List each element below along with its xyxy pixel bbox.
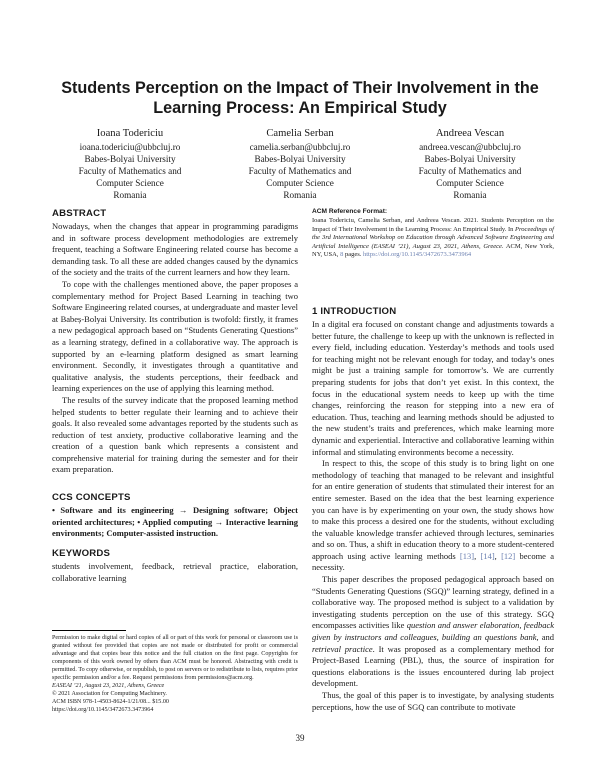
- author-faculty: Faculty of Mathematics and: [78, 165, 182, 176]
- intro-text: become a necessity.: [312, 550, 555, 573]
- permission-text: Permission to make digital or hard copies of all or part of this work for personal or classroom use is granted without fee provided that copies are not made or distributed for profit or commercial advantage and that copies bear this notice and the full citation on the first page. Copyrights for components of this work owned by others than ACM must be honored. Abstracting with credit is permitted. To copy otherwise, or republish, to post on servers or to redistribute to lists, requires prior specific permission and/or a fee. Request permissions from permissions@acm.org.: [52, 635, 298, 681]
- doi-link[interactable]: https://doi.org/10.1145/3472673.3473964: [52, 707, 154, 713]
- acm-ref-pages-link[interactable]: 8: [340, 251, 344, 259]
- abstract-paragraph: The results of the survey indicate that the proposed learning method helped students to better regulate their learning and to achieve their goals. It also revealed some advantages reported by the students such as reduction of test anxiety, productive collaborative learning and the creation of a question bank which represents a consistent and comprehensive material for training during the semester and for their exam preparation.: [52, 394, 298, 475]
- intro-paragraph: In respect to this, the scope of this study is to bring light on one methodology of teaching that managed to be relevant and insightful for an entire generation of students that stimulated their interest for an entire semester. Based on the idea that the best learning experience you can have is by experimenting on your own, the study shows how to make this process a desired one for the students, without excluding the valuable knowledge transfer achieved through lectures, seminaries and so on. Thus, a shift in education theory to a more student-centered approach using active learning methods [13], [14], [12] become a necessity.: [312, 458, 555, 573]
- permission-footnote: [52, 634, 298, 714]
- ccs-section: [52, 492, 298, 540]
- ccs-text: • Software and its engineering → Designing software; Object oriented architectures; • Applied computing → Interactive learning environments; Computer-assisted instruction.: [52, 505, 298, 539]
- intro-text: , and: [536, 632, 554, 643]
- abstract-section: [52, 208, 298, 476]
- abstract-paragraph: To cope with the challenges mentioned above, the paper proposes a complementary method for Project Based Learning in teaching two Software Engineering related courses, at undergraduate and master level at Babeș-Bolyai University. Its contribution is twofold: firstly, it frames a new pedagogical approach based on “Students Generating Questions” as a learning strategy, defined in a collaborative way. The approach is supported by an e-learning platform designed as smart learning environment. Secondly, it investigates through a quantitative and qualitative analysis, the students perceptions, their feedback and learning experiences on the use of applying this learning method.: [52, 278, 299, 394]
- acm-ref-part: Ioana Todericiu, Camelia Serban, and Andreea Vescan. 2021. Students Perception on the Impact of Their Involvement in the Learning Process: An Empirical Study. In: [312, 217, 554, 233]
- author-university: Babes-Bolyai University: [424, 153, 516, 164]
- citation-link[interactable]: [14]: [480, 550, 495, 561]
- copyright-text: © 2021 Association for Computing Machinery.: [52, 691, 167, 697]
- author-university: Babes-Bolyai University: [254, 153, 346, 164]
- introduction-section: [312, 306, 554, 713]
- author-faculty-cont: Computer Science: [96, 178, 164, 189]
- intro-italic: retrieval practice: [312, 643, 373, 654]
- author-country: Romania: [113, 190, 147, 201]
- author-name: Andreea Vescan: [435, 128, 505, 139]
- author-name: Camelia Serban: [266, 128, 334, 139]
- intro-paragraph: In a digital era focused on constant change and adjustments towards a better future, the challenge to keep up with the unknown is reflected in every field, including education. Yesterday’s methods and tools used for teaching might not be relevant enough for today, and today’s ones might be just a training sample for tomorrow’s. We are currently preparing students for jobs that don’t yet exist. In this context, the focus in the educational system needs to keep up with the time changes, reinforcing the reason for stepping into a new era of education. Thus, teaching and learning methods should be adjusted to the new student’s traits and preferences, which make learning more dynamic and experiential. Interactive and collaborative learning within informal and stimulating environments become a necessity.: [312, 319, 554, 457]
- author-country: Romania: [453, 190, 487, 201]
- acm-reference-heading: ACM Reference Format:: [312, 208, 388, 215]
- acm-ref-doi-link[interactable]: https://doi.org/10.1145/3472673.3473964: [363, 251, 472, 259]
- venue-text: EASEAI ’21, August 23, 2021, Athens, Greece: [52, 683, 165, 689]
- acm-ref-part: pages.: [343, 251, 363, 259]
- author-faculty-cont: Computer Science: [266, 178, 334, 189]
- author-university: Babes-Bolyai University: [84, 153, 176, 164]
- keywords-section: [52, 548, 298, 584]
- intro-italic: question and answer elaboration, feedback given by instructors and colleagues, building an questions bank: [312, 620, 554, 643]
- acm-reference-section: [312, 208, 554, 260]
- keywords-heading: KEYWORDS: [52, 548, 111, 559]
- intro-text: . It was proposed as a complementary method for Project-Based Learning (PBL), thus, the source of inspiration for questions elaborations is the issues encountered during lab project development.: [312, 643, 554, 689]
- author-faculty-cont: Computer Science: [436, 178, 504, 189]
- keywords-text: students involvement, feedback, retrieval practice, elaboration, collaborative learning: [52, 561, 298, 583]
- abstract-heading: ABSTRACT: [52, 208, 107, 219]
- author-block-1: [40, 127, 220, 202]
- isbn-text: ACM ISBN 978-1-4503-8624-1/21/08... $15.00: [52, 699, 169, 705]
- author-block-3: [380, 127, 560, 202]
- abstract-paragraph: Nowadays, when the changes that appear in programming paradigms and in software process development methodologies are extremely frequent, teaching a Software Engineering related course has become a demanding task. To all these are added changes caused by the dynamics of the society and the traits of the current learners and how they learn.: [52, 221, 298, 278]
- paper-title: Students Perception on the Impact of Their Involvement in the Learning Process: An Empirical Study: [61, 79, 539, 117]
- acm-ref-proceedings: Proceedings of the 3rd International Workshop on Education through Advanced Software Engineering and Artificial Intelligence (EASEAI ’21), August 23, 2021, Athens, Greece.: [312, 225, 554, 250]
- author-faculty: Faculty of Mathematics and: [248, 165, 352, 176]
- footnote-rule: [52, 630, 126, 631]
- intro-paragraph: Thus, the goal of this paper is to investigate, by analysing students perceptions, how the use of SGQ can contribute to motivate: [312, 690, 554, 712]
- intro-text: This paper describes the proposed pedagogical approach based on “Students Generating Questions (SGQ)” learning strategy, defined in a collaborative way. The proposed method is subject to a validation by investigating students perception on the use of this strategy. SGQ encompasses activities like: [312, 574, 554, 631]
- author-faculty: Faculty of Mathematics and: [418, 165, 522, 176]
- acm-ref-part: ACM, New York, NY, USA,: [312, 242, 554, 259]
- page-number: 39: [295, 733, 305, 743]
- author-email[interactable]: ioana.todericiu@ubbcluj.ro: [79, 141, 181, 152]
- citation-link[interactable]: [12]: [501, 550, 516, 561]
- author-email[interactable]: camelia.serban@ubbcluj.ro: [249, 141, 351, 152]
- author-country: Romania: [283, 190, 317, 201]
- author-block-2: [210, 127, 390, 202]
- intro-paragraph: [312, 574, 554, 690]
- acm-reference-text: [312, 217, 554, 260]
- citation-link[interactable]: [13]: [459, 550, 475, 561]
- ccs-heading: CCS CONCEPTS: [52, 492, 131, 503]
- intro-text: In respect to this, the scope of this study is to bring light on one methodology of teaching that managed to be relevant and insightful for an entire generation of students that stimulated their interest for an entire semester. Based on the idea that the best learning experience you can have is by experimenting on your own, the study shows how to make this process a desired one for the students, without excluding the valuable knowledge transfer achieved through lectures, seminaries and so on. Thus, a shift in education theory to a more student-centered approach using active learning methods: [312, 458, 554, 561]
- introduction-heading: 1 INTRODUCTION: [312, 306, 397, 317]
- author-name: Ioana Todericiu: [96, 128, 164, 139]
- author-email[interactable]: andreea.vescan@ubbcluj.ro: [419, 141, 521, 152]
